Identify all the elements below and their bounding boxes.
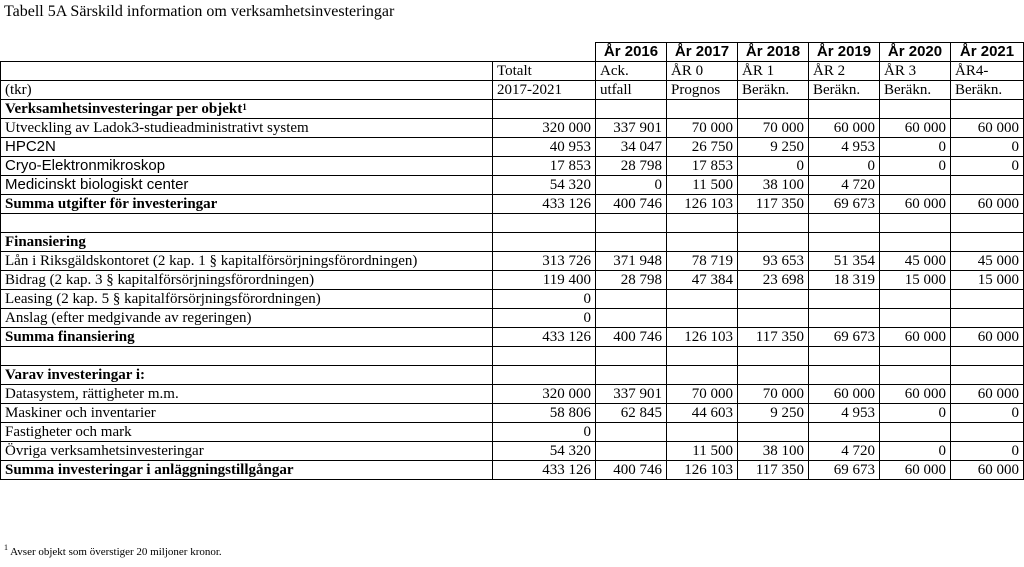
column-header: ÅR 2	[809, 62, 880, 81]
value-cell: 4 720	[809, 442, 880, 461]
empty-cell	[951, 366, 1024, 385]
empty-cell	[1, 347, 493, 366]
section-header	[1, 233, 493, 252]
value-cell: 47 384	[667, 271, 738, 290]
empty-cell	[880, 347, 951, 366]
value-cell: 0	[951, 157, 1024, 176]
sum-value: 126 103	[667, 195, 738, 214]
table-title: Tabell 5A Särskild information om verksamhetsinvesteringar	[4, 3, 395, 20]
empty-cell	[951, 347, 1024, 366]
value-cell	[809, 290, 880, 309]
investment-table	[0, 42, 1024, 480]
value-cell: 17 853	[493, 157, 596, 176]
empty-cell	[809, 233, 880, 252]
column-header: Totalt	[493, 62, 596, 81]
empty-cell	[1, 62, 493, 81]
spacer-row	[1, 347, 1024, 366]
value-cell: 60 000	[951, 385, 1024, 404]
value-cell	[880, 309, 951, 328]
sum-value: 60 000	[951, 195, 1024, 214]
sum-value: 117 350	[738, 328, 809, 347]
value-cell	[596, 290, 667, 309]
value-cell: 26 750	[667, 138, 738, 157]
column-header: ÅR 1	[738, 62, 809, 81]
section-label: Verksamhetsinvesteringar per objekt	[5, 101, 243, 117]
table-row	[1, 176, 1024, 195]
sum-value: 126 103	[667, 461, 738, 480]
column-subheader: Beräkn.	[880, 81, 951, 100]
table-row	[1, 119, 1024, 138]
row-label: Anslag (efter medgivande av regeringen)	[1, 309, 493, 328]
empty-cell	[493, 233, 596, 252]
value-cell	[880, 176, 951, 195]
row-label: Leasing (2 kap. 5 § kapitalförsörjningsförordningen)	[1, 290, 493, 309]
empty-cell	[951, 233, 1024, 252]
value-cell: 28 798	[596, 271, 667, 290]
sum-value: 400 746	[596, 328, 667, 347]
value-cell: 337 901	[596, 119, 667, 138]
header-row-years	[1, 43, 1024, 62]
column-header: ÅR 0	[667, 62, 738, 81]
empty-cell	[738, 214, 809, 233]
value-cell	[951, 290, 1024, 309]
value-cell: 54 320	[493, 442, 596, 461]
value-cell: 15 000	[880, 271, 951, 290]
value-cell: 70 000	[667, 119, 738, 138]
sum-value: 60 000	[880, 461, 951, 480]
sum-value: 433 126	[493, 461, 596, 480]
header-row-2	[1, 62, 1024, 81]
footnote-mark: 1	[4, 543, 8, 552]
value-cell: 60 000	[880, 119, 951, 138]
value-cell: 38 100	[738, 442, 809, 461]
column-subheader: Beräkn.	[951, 81, 1024, 100]
empty-cell	[880, 214, 951, 233]
value-cell: 0	[493, 309, 596, 328]
value-cell: 93 653	[738, 252, 809, 271]
empty-cell	[493, 366, 596, 385]
unit-label: (tkr)	[1, 81, 493, 100]
sum-value: 69 673	[809, 328, 880, 347]
empty-cell	[809, 214, 880, 233]
value-cell: 58 806	[493, 404, 596, 423]
empty-cell	[667, 214, 738, 233]
sum-label: Summa finansiering	[1, 328, 493, 347]
table-row	[1, 423, 1024, 442]
section-header	[1, 100, 493, 119]
value-cell: 70 000	[738, 385, 809, 404]
sum-value: 433 126	[493, 195, 596, 214]
value-cell: 0	[951, 138, 1024, 157]
row-label: Utveckling av Ladok3-studieadministrativt system	[1, 119, 493, 138]
footnote-text: Avser objekt som överstiger 20 miljoner kronor.	[10, 546, 222, 558]
value-cell: 45 000	[951, 252, 1024, 271]
value-cell: 0	[951, 442, 1024, 461]
empty-cell	[809, 366, 880, 385]
table-row	[1, 271, 1024, 290]
value-cell: 60 000	[951, 119, 1024, 138]
value-cell: 371 948	[596, 252, 667, 271]
sum-value: 69 673	[809, 461, 880, 480]
value-cell: 70 000	[738, 119, 809, 138]
value-cell: 9 250	[738, 404, 809, 423]
value-cell: 4 953	[809, 404, 880, 423]
empty-cell	[880, 233, 951, 252]
value-cell: 0	[880, 404, 951, 423]
row-label: Lån i Riksgäldskontoret (2 kap. 1 § kapitalförsörjningsförordningen)	[1, 252, 493, 271]
value-cell	[667, 423, 738, 442]
empty-cell	[1, 43, 493, 62]
row-label: Datasystem, rättigheter m.m.	[1, 385, 493, 404]
empty-cell	[493, 214, 596, 233]
value-cell: 23 698	[738, 271, 809, 290]
row-label: HPC2N	[1, 138, 493, 157]
value-cell: 0	[880, 157, 951, 176]
value-cell: 51 354	[809, 252, 880, 271]
column-subheader: Beräkn.	[809, 81, 880, 100]
sum-value: 117 350	[738, 195, 809, 214]
empty-cell	[493, 100, 596, 119]
value-cell: 313 726	[493, 252, 596, 271]
row-label: Maskiner och inventarier	[1, 404, 493, 423]
row-label: Övriga verksamhetsinvesteringar	[1, 442, 493, 461]
value-cell: 320 000	[493, 119, 596, 138]
column-header: ÅR4-	[951, 62, 1024, 81]
value-cell: 78 719	[667, 252, 738, 271]
row-label: Medicinskt biologiskt center	[1, 176, 493, 195]
empty-cell	[880, 366, 951, 385]
sum-value: 126 103	[667, 328, 738, 347]
empty-cell	[667, 366, 738, 385]
column-header: ÅR 3	[880, 62, 951, 81]
column-subheader: Prognos	[667, 81, 738, 100]
empty-cell	[493, 347, 596, 366]
table-row	[1, 157, 1024, 176]
value-cell: 0	[493, 423, 596, 442]
value-cell: 45 000	[880, 252, 951, 271]
value-cell: 17 853	[667, 157, 738, 176]
value-cell	[809, 309, 880, 328]
year-header: År 2018	[738, 43, 809, 62]
empty-cell	[667, 100, 738, 119]
value-cell: 0	[493, 290, 596, 309]
value-cell	[596, 442, 667, 461]
value-cell: 0	[738, 157, 809, 176]
value-cell: 4 953	[809, 138, 880, 157]
empty-cell	[667, 233, 738, 252]
section-header-row	[1, 100, 1024, 119]
column-header: Ack.	[596, 62, 667, 81]
table-row	[1, 404, 1024, 423]
sum-value: 433 126	[493, 328, 596, 347]
value-cell: 15 000	[951, 271, 1024, 290]
empty-cell	[1, 214, 493, 233]
row-label: Bidrag (2 kap. 3 § kapitalförsörjningsförordningen)	[1, 271, 493, 290]
year-header: År 2021	[951, 43, 1024, 62]
value-cell	[738, 290, 809, 309]
year-header: År 2019	[809, 43, 880, 62]
value-cell: 62 845	[596, 404, 667, 423]
empty-cell	[596, 100, 667, 119]
empty-cell	[738, 100, 809, 119]
value-cell: 0	[809, 157, 880, 176]
value-cell: 337 901	[596, 385, 667, 404]
empty-cell	[809, 347, 880, 366]
row-label: Cryo-Elektronmikroskop	[1, 157, 493, 176]
value-cell	[880, 290, 951, 309]
value-cell: 320 000	[493, 385, 596, 404]
value-cell: 34 047	[596, 138, 667, 157]
empty-cell	[809, 100, 880, 119]
sum-value: 60 000	[880, 195, 951, 214]
table-row	[1, 442, 1024, 461]
table-row	[1, 252, 1024, 271]
value-cell: 0	[596, 176, 667, 195]
value-cell: 9 250	[738, 138, 809, 157]
footnote	[4, 545, 222, 559]
sum-value: 60 000	[880, 328, 951, 347]
empty-cell	[951, 100, 1024, 119]
column-subheader: Beräkn.	[738, 81, 809, 100]
empty-cell	[596, 214, 667, 233]
value-cell: 11 500	[667, 442, 738, 461]
value-cell: 0	[880, 442, 951, 461]
value-cell: 44 603	[667, 404, 738, 423]
value-cell: 60 000	[880, 385, 951, 404]
sum-row	[1, 461, 1024, 480]
empty-cell	[493, 43, 596, 62]
year-header: År 2017	[667, 43, 738, 62]
section-header	[1, 366, 493, 385]
value-cell	[667, 290, 738, 309]
value-cell: 4 720	[809, 176, 880, 195]
sum-row	[1, 328, 1024, 347]
section-header-row	[1, 233, 1024, 252]
empty-cell	[738, 366, 809, 385]
section-label: Finansiering	[5, 234, 86, 250]
value-cell	[951, 423, 1024, 442]
value-cell	[738, 309, 809, 328]
column-subheader: 2017-2021	[493, 81, 596, 100]
value-cell: 0	[880, 138, 951, 157]
year-header: År 2016	[596, 43, 667, 62]
year-header: År 2020	[880, 43, 951, 62]
table-row	[1, 138, 1024, 157]
value-cell: 60 000	[809, 385, 880, 404]
table-row	[1, 290, 1024, 309]
empty-cell	[738, 347, 809, 366]
value-cell	[951, 309, 1024, 328]
empty-cell	[596, 233, 667, 252]
table-row	[1, 385, 1024, 404]
value-cell: 0	[951, 404, 1024, 423]
empty-cell	[738, 233, 809, 252]
value-cell	[596, 423, 667, 442]
empty-cell	[951, 214, 1024, 233]
value-cell	[596, 309, 667, 328]
sum-label: Summa utgifter för investeringar	[1, 195, 493, 214]
value-cell: 119 400	[493, 271, 596, 290]
empty-cell	[880, 100, 951, 119]
value-cell: 11 500	[667, 176, 738, 195]
section-header-row	[1, 366, 1024, 385]
empty-cell	[596, 366, 667, 385]
value-cell: 28 798	[596, 157, 667, 176]
footnote-ref: 1	[242, 102, 247, 112]
header-row-3	[1, 81, 1024, 100]
sum-value: 69 673	[809, 195, 880, 214]
value-cell: 54 320	[493, 176, 596, 195]
value-cell	[951, 176, 1024, 195]
value-cell: 70 000	[667, 385, 738, 404]
value-cell: 60 000	[809, 119, 880, 138]
spacer-row	[1, 214, 1024, 233]
section-label: Varav investeringar i:	[5, 367, 145, 383]
sum-label: Summa investeringar i anläggningstillgångar	[1, 461, 493, 480]
value-cell: 38 100	[738, 176, 809, 195]
value-cell	[667, 309, 738, 328]
value-cell: 18 319	[809, 271, 880, 290]
value-cell	[880, 423, 951, 442]
row-label: Fastigheter och mark	[1, 423, 493, 442]
sum-value: 400 746	[596, 461, 667, 480]
value-cell	[809, 423, 880, 442]
column-subheader: utfall	[596, 81, 667, 100]
sum-value: 60 000	[951, 328, 1024, 347]
sum-value: 60 000	[951, 461, 1024, 480]
empty-cell	[596, 347, 667, 366]
sum-row	[1, 195, 1024, 214]
table-row	[1, 309, 1024, 328]
sum-value: 400 746	[596, 195, 667, 214]
empty-cell	[667, 347, 738, 366]
value-cell	[738, 423, 809, 442]
sum-value: 117 350	[738, 461, 809, 480]
value-cell: 40 953	[493, 138, 596, 157]
